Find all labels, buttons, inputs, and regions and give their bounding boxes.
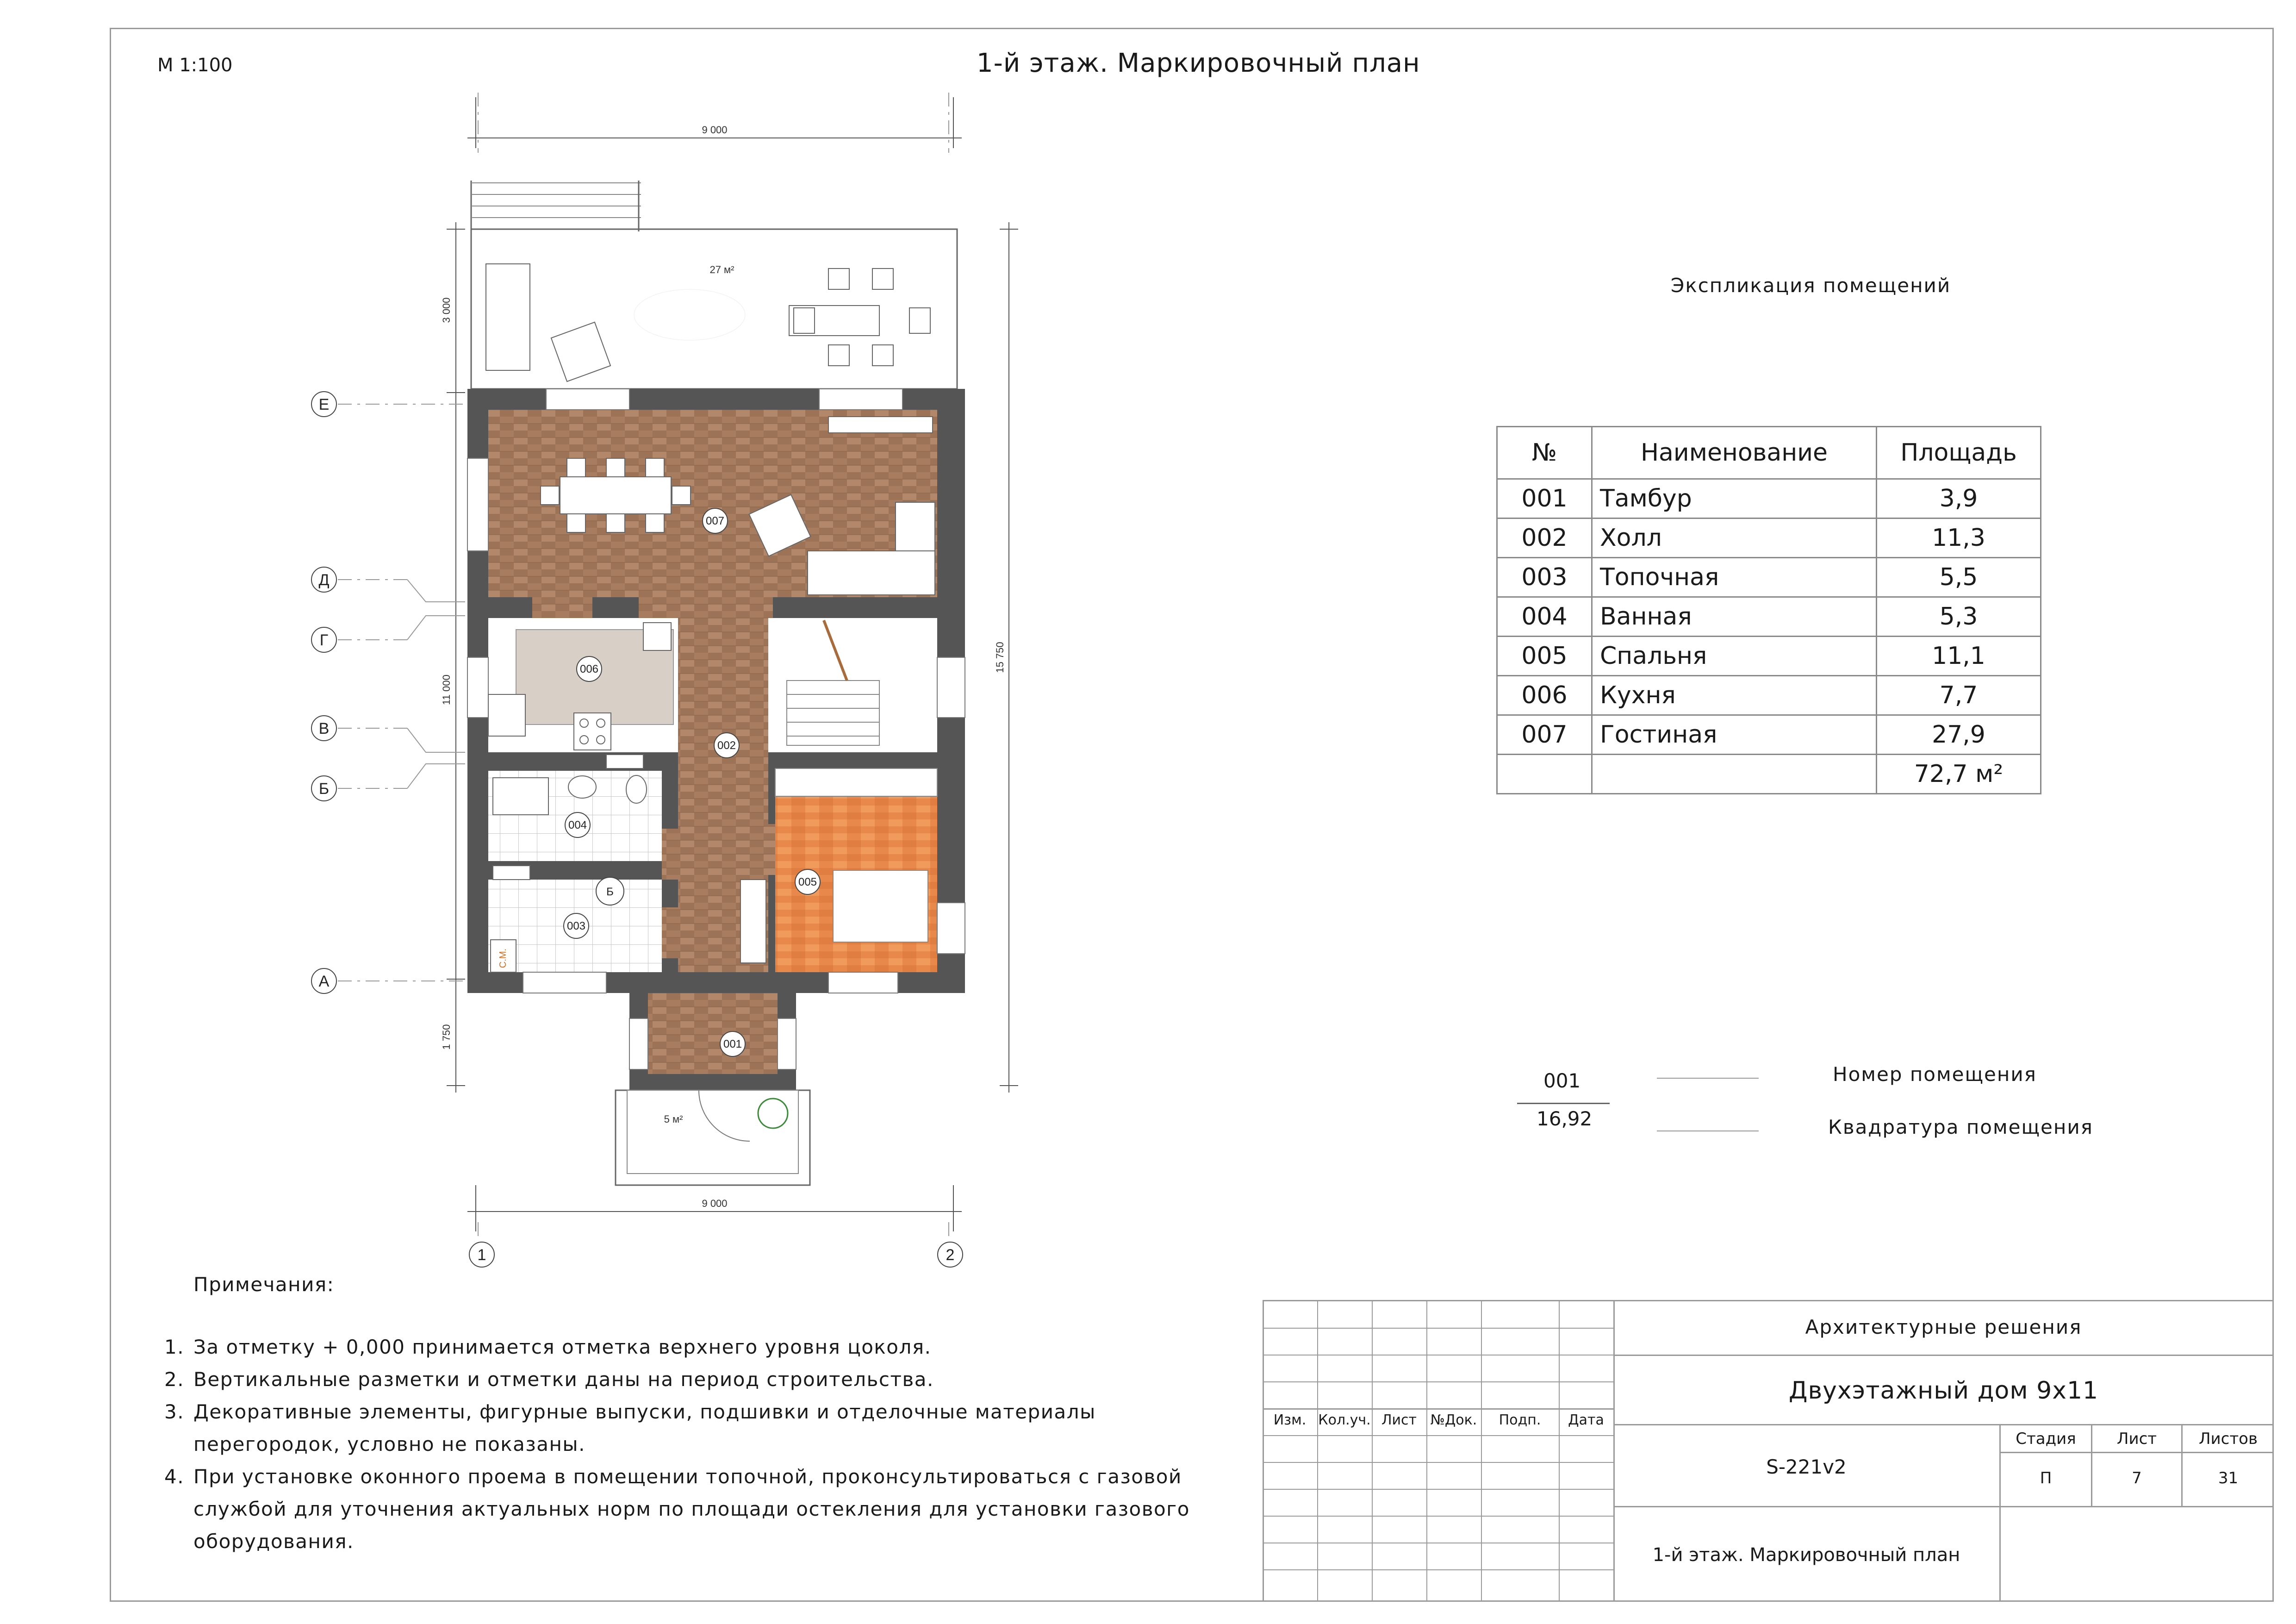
- axis-letter-6: А: [318, 973, 330, 990]
- row-area: 11,1: [1877, 637, 2041, 676]
- col-list: Лист: [1381, 1412, 1417, 1428]
- marker-006: 006: [579, 663, 599, 675]
- scale-label: М 1:100: [157, 55, 233, 76]
- terrace-area: 27 м²: [709, 264, 734, 275]
- table-row: [1497, 715, 2041, 755]
- note-number: 4.: [164, 1465, 185, 1488]
- dim-top: 9 000: [702, 124, 728, 136]
- row-area: 27,9: [1877, 715, 2041, 755]
- marker-003: 003: [566, 920, 586, 932]
- header-num: №: [1497, 427, 1592, 479]
- header-name: Наименование: [1592, 427, 1877, 479]
- row-area: 5,3: [1877, 597, 2041, 637]
- dim-bottom: 9 000: [702, 1198, 728, 1209]
- row-num: 002: [1497, 518, 1592, 558]
- dim-left-entry: 1 750: [441, 1024, 452, 1050]
- legend-number-label: Номер помещения: [1833, 1063, 2037, 1086]
- note-text: Вертикальные разметки и отметки даны на период строительства.: [193, 1368, 934, 1391]
- legend-sample-number: 001: [1543, 1069, 1581, 1092]
- dim-left-main: 11 000: [441, 675, 452, 705]
- row-area: 5,5: [1877, 558, 2041, 597]
- note-item-continuation: [164, 1428, 1243, 1461]
- row-name: Тамбур: [1592, 479, 1877, 518]
- legend-divider: [1517, 1103, 1610, 1104]
- explication-title: Экспликация помещений: [1671, 274, 1951, 297]
- note-item: [164, 1461, 1243, 1493]
- sheet-title: 1-й этаж. Маркировочный план: [1652, 1544, 1960, 1566]
- notes-list: [164, 1331, 1243, 1558]
- marker-001: 001: [723, 1038, 742, 1050]
- room-001: [648, 993, 778, 1074]
- header-area: Площадь: [1877, 427, 2041, 479]
- project-name: Двухэтажный дом 9х11: [1788, 1377, 2099, 1405]
- legend-leader-1: [1657, 1078, 1759, 1079]
- note-item-continuation: [164, 1525, 1243, 1558]
- row-name: Топочная: [1592, 558, 1877, 597]
- note-text: перегородок, условно не показаны.: [193, 1433, 585, 1455]
- sheets-value: 31: [2218, 1469, 2239, 1487]
- table-row: [1497, 518, 2041, 558]
- row-area: 7,7: [1877, 676, 2041, 715]
- legend-area-label: Квадратура помещения: [1828, 1116, 2093, 1138]
- table-row: [1497, 558, 2041, 597]
- notes-title: Примечания:: [193, 1273, 335, 1296]
- stage-value: П: [2040, 1469, 2052, 1487]
- table-row: [1497, 676, 2041, 715]
- table-row: [1497, 479, 2041, 518]
- col-izm: Изм.: [1273, 1412, 1307, 1428]
- note-item: [164, 1331, 1243, 1363]
- row-name: Холл: [1592, 518, 1877, 558]
- row-name: Кухня: [1592, 676, 1877, 715]
- stair-area: [768, 618, 937, 752]
- note-text: оборудования.: [193, 1530, 354, 1553]
- row-name: Спальня: [1592, 637, 1877, 676]
- col-koluch: Кол.уч.: [1318, 1412, 1371, 1428]
- note-text: При установке оконного проема в помещении топочной, проконсультироваться с газовой: [193, 1465, 1182, 1488]
- dim-right-total: 15 750: [994, 642, 1006, 673]
- row-num: 003: [1497, 558, 1592, 597]
- table-row: [1497, 597, 2041, 637]
- explication-header-row: [1497, 427, 2041, 479]
- sheet-value: 7: [2132, 1469, 2142, 1487]
- note-text: За отметку + 0,000 принимается отметка верхнего уровня цоколя.: [193, 1336, 932, 1358]
- axis-letter-3: Г: [319, 631, 329, 649]
- plan-title: 1-й этаж. Маркировочный план: [977, 48, 1420, 78]
- note-item-continuation: [164, 1493, 1243, 1525]
- legend-sample-area: 16,92: [1537, 1107, 1593, 1130]
- section-name: Архитектурные решения: [1805, 1316, 2082, 1338]
- table-row: [1497, 637, 2041, 676]
- note-text: службой для уточнения актуальных норм по площади остекления для установки газового: [193, 1498, 1190, 1520]
- col-ndok: №Док.: [1430, 1412, 1477, 1428]
- axis-letter-1: Е: [318, 396, 330, 413]
- sheet-header: Лист: [2116, 1430, 2157, 1448]
- sheets-header: Листов: [2198, 1430, 2258, 1448]
- row-num: 004: [1497, 597, 1592, 637]
- note-item: [164, 1363, 1243, 1396]
- floor-plan: [0, 0, 1064, 1296]
- washer-mark: С.М.: [498, 948, 508, 968]
- title-block: [1263, 1300, 2274, 1602]
- note-text: Декоративные элементы, фигурные выпуски, подшивки и отделочные материалы: [193, 1400, 1096, 1423]
- marker-005: 005: [798, 876, 817, 888]
- axis-number-2: 2: [946, 1246, 955, 1264]
- table-total-row: [1497, 755, 2041, 794]
- row-num: 001: [1497, 479, 1592, 518]
- explication-table: [1496, 426, 2041, 794]
- row-num: 006: [1497, 676, 1592, 715]
- row-area: 3,9: [1877, 479, 2041, 518]
- marker-007: 007: [705, 515, 725, 527]
- porch-area: 5 м²: [664, 1113, 683, 1125]
- col-data: Дата: [1568, 1412, 1604, 1428]
- total-area: 72,7 м²: [1877, 755, 2041, 794]
- project-code: S-221v2: [1766, 1455, 1847, 1478]
- stage-header: Стадия: [2016, 1430, 2076, 1448]
- row-num: 007: [1497, 715, 1592, 755]
- marker-004: 004: [568, 819, 587, 831]
- note-item: [164, 1396, 1243, 1428]
- note-number: 2.: [164, 1368, 185, 1391]
- row-name: Гостиная: [1592, 715, 1877, 755]
- dim-left-terrace: 3 000: [441, 297, 452, 323]
- note-number: 1.: [164, 1336, 185, 1358]
- row-num: 005: [1497, 637, 1592, 676]
- row-area: 11,3: [1877, 518, 2041, 558]
- note-number: 3.: [164, 1400, 185, 1423]
- row-name: Ванная: [1592, 597, 1877, 637]
- boiler-mark: Б: [606, 886, 614, 898]
- axis-letter-4: В: [318, 720, 330, 737]
- col-podp: Подп.: [1499, 1412, 1541, 1428]
- axis-letter-2: Д: [318, 571, 330, 589]
- marker-002: 002: [717, 739, 736, 752]
- axis-number-1: 1: [477, 1246, 486, 1264]
- axis-letter-5: Б: [318, 780, 330, 798]
